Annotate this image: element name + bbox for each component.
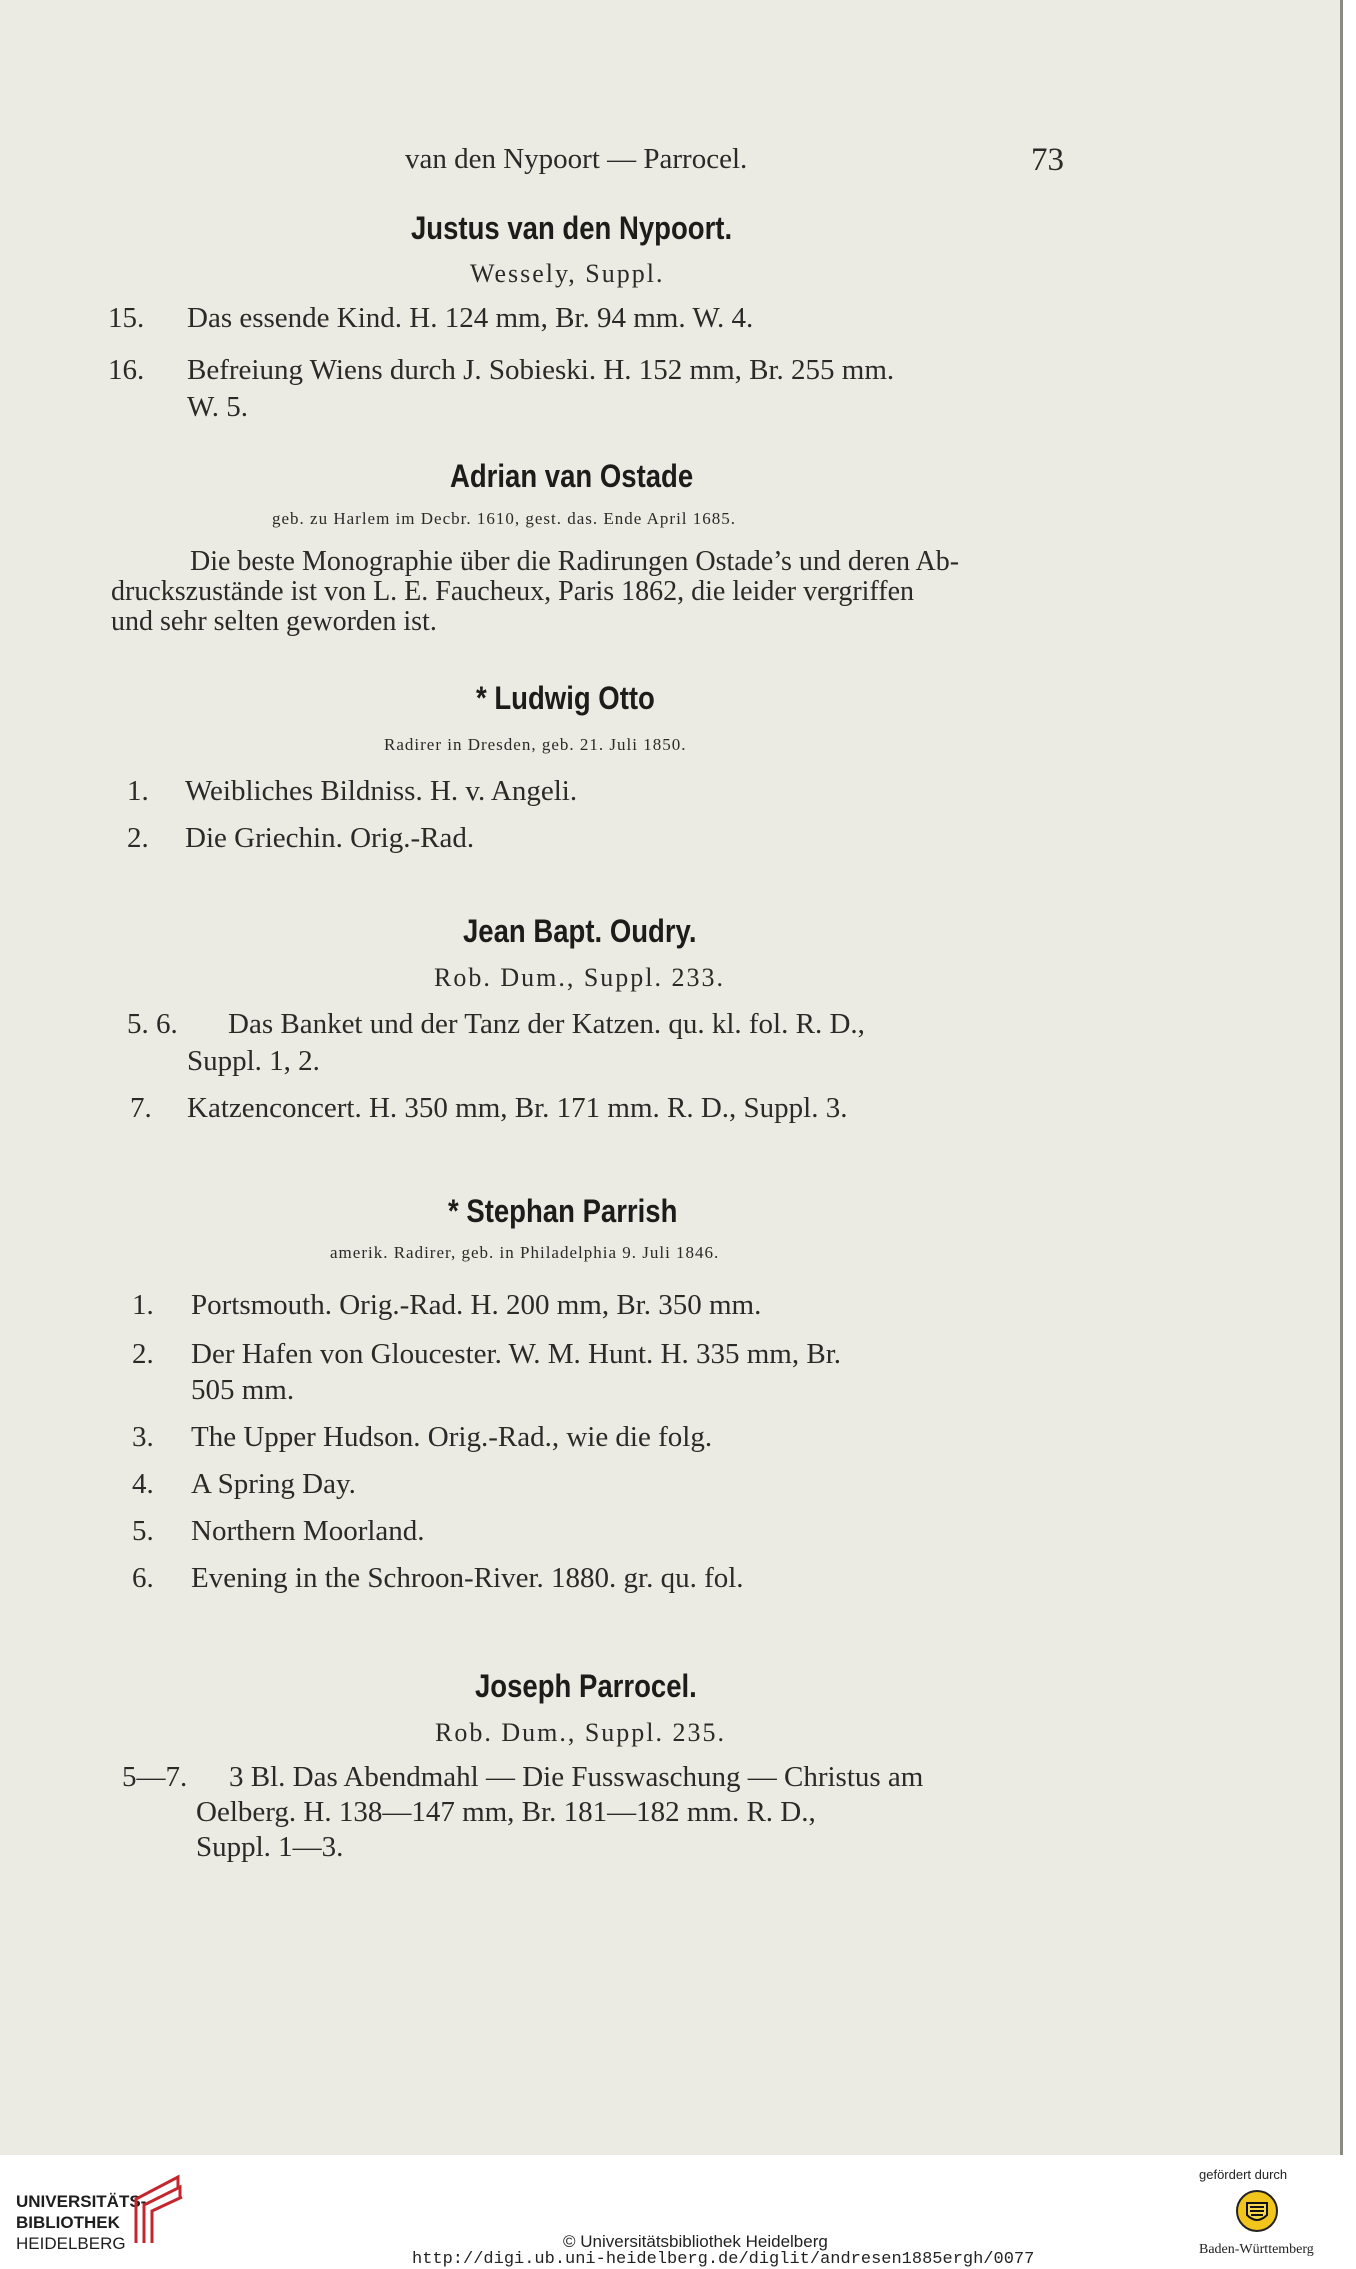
entry-text-continued: Oelberg. H. 138—147 mm, Br. 181—182 mm. R. D.,: [196, 1796, 816, 1828]
entry-number: 6.: [132, 1562, 154, 1594]
paragraph-line: und sehr selten geworden ist.: [111, 606, 437, 637]
entry-text: 3 Bl. Das Abendmahl — Die Fusswaschung — Christus am: [229, 1761, 924, 1793]
section-subtitle-nypoort: Wessely, Suppl.: [470, 259, 665, 288]
entry-number: 15.: [108, 302, 145, 334]
library-logo-line: UNIVERSITÄTS-: [16, 2192, 147, 2211]
entry-text: The Upper Hudson. Orig.-Rad., wie die folg.: [191, 1421, 713, 1453]
section-subtitle-oudry: Rob. Dum., Suppl. 233.: [434, 963, 726, 992]
section-title-nypoort: Justus van den Nypoort.: [411, 210, 733, 246]
section-subtitle-ostade: geb. zu Harlem im Decbr. 1610, gest. das. Ende April 1685.: [272, 509, 737, 528]
entry-text-continued: W. 5.: [187, 391, 248, 423]
entry-number: 2.: [132, 1338, 154, 1370]
entry-number: 5. 6.: [127, 1008, 178, 1040]
section-subtitle-parrocel: Rob. Dum., Suppl. 235.: [435, 1718, 727, 1747]
section-title-otto: * Ludwig Otto: [476, 680, 655, 716]
entry-text: Portsmouth. Orig.-Rad. H. 200 mm, Br. 350 mm.: [191, 1289, 762, 1321]
entry-number: 1.: [127, 775, 149, 807]
entry-text: Das Banket und der Tanz der Katzen. qu. kl. fol. R. D.,: [228, 1008, 865, 1040]
library-logo-line: BIBLIOTHEK: [16, 2213, 120, 2232]
entry-number: 4.: [132, 1468, 154, 1500]
entry-number: 1.: [132, 1289, 154, 1321]
paragraph-line: Die beste Monographie über die Radirungen Ostade’s und deren Ab-: [190, 546, 960, 577]
entry-number: 3.: [132, 1421, 154, 1453]
entry-number: 5—7.: [122, 1761, 188, 1793]
copyright-text: © Universitätsbibliothek Heidelberg: [563, 2232, 828, 2251]
entry-text: Befreiung Wiens durch J. Sobieski. H. 152 mm, Br. 255 mm.: [187, 354, 895, 386]
section-title-parrocel: Joseph Parrocel.: [475, 1668, 697, 1704]
page-number: 73: [1031, 142, 1064, 178]
entry-text: Das essende Kind. H. 124 mm, Br. 94 mm. W. 4.: [187, 302, 754, 334]
entry-text: Der Hafen von Gloucester. W. M. Hunt. H. 335 mm, Br.: [191, 1338, 842, 1370]
entry-text: Die Griechin. Orig.-Rad.: [185, 822, 475, 854]
entry-text-continued: Suppl. 1—3.: [196, 1831, 344, 1863]
entry-text-continued: Suppl. 1, 2.: [187, 1045, 320, 1077]
entry-text: A Spring Day.: [191, 1468, 356, 1500]
library-logo-text: [16, 2191, 146, 2254]
entry-number: 5.: [132, 1515, 154, 1547]
section-subtitle-otto: Radirer in Dresden, geb. 21. Juli 1850.: [384, 735, 687, 754]
viewer-footer: [0, 2155, 1356, 2269]
section-title-oudry: Jean Bapt. Oudry.: [463, 913, 697, 949]
entry-text: Evening in the Schroon-River. 1880. gr. qu. fol.: [191, 1562, 744, 1594]
library-logo-line: HEIDELBERG: [16, 2234, 126, 2253]
entry-number: 16.: [108, 354, 145, 386]
entry-text: Northern Moorland.: [191, 1515, 425, 1547]
entry-number: 2.: [127, 822, 149, 854]
permalink-url[interactable]: http://digi.ub.uni-heidelberg.de/diglit/andresen1885ergh/0077: [412, 2250, 1035, 2269]
sponsor-name: Baden-Württemberg: [1199, 2242, 1314, 2257]
section-title-parrish: * Stephan Parrish: [448, 1193, 678, 1229]
running-title: van den Nypoort — Parrocel.: [405, 143, 748, 175]
section-title-ostade: Adrian van Ostade: [450, 458, 694, 494]
sponsor-label: gefördert durch: [1199, 2167, 1288, 2182]
baden-wuerttemberg-crest-icon: [1235, 2189, 1279, 2233]
entry-text: Katzenconcert. H. 350 mm, Br. 171 mm. R. D., Suppl. 3.: [187, 1092, 848, 1124]
library-logo-mark-icon: [130, 2173, 188, 2249]
paragraph-line: druckszustände ist von L. E. Faucheux, Paris 1862, die leider vergriffen: [111, 576, 914, 607]
section-subtitle-parrish: amerik. Radirer, geb. in Philadelphia 9. Juli 1846.: [330, 1243, 720, 1262]
entry-text: Weibliches Bildniss. H. v. Angeli.: [185, 775, 578, 807]
entry-text-continued: 505 mm.: [191, 1374, 295, 1406]
entry-number: 7.: [130, 1092, 152, 1124]
